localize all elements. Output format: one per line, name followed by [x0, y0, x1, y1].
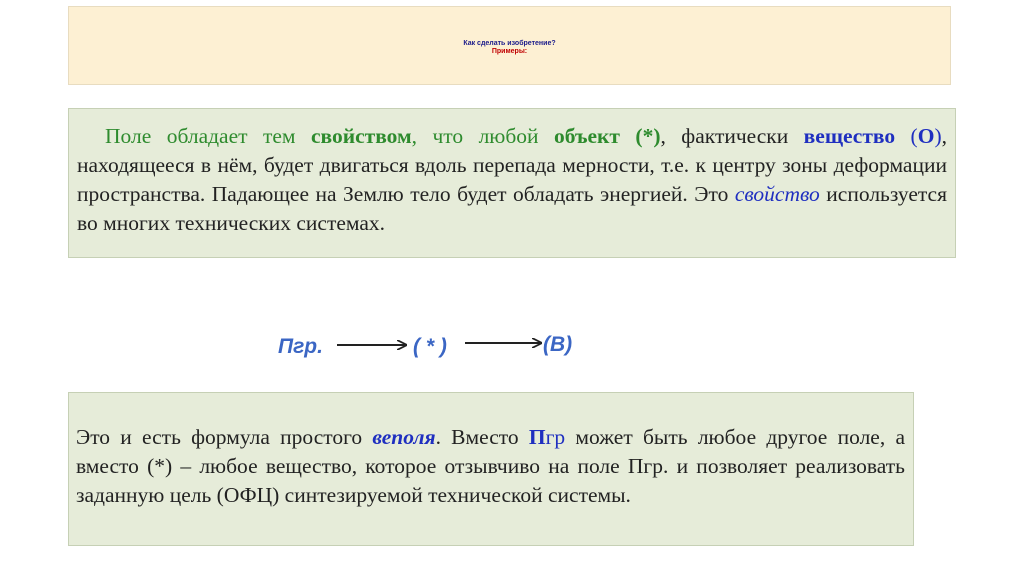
vepol-formula — [275, 322, 595, 368]
p1-text: используется во многих технических системах. — [77, 182, 947, 235]
p2-vepol: веполя — [372, 425, 436, 449]
p2-text: может быть любое другое поле, а вместо (*) – любое вещество, которое отзывчиво на поле Пгр. и позволяет реализовать заданную цель (ОФЦ) синтезируемой технической системы. — [76, 425, 905, 507]
p2-text: Это и есть формула простого — [76, 425, 373, 449]
p1-text: , фактически — [660, 124, 804, 148]
p2-text: . Вместо — [435, 425, 529, 449]
p1-paren-open: ( — [895, 124, 918, 148]
formula-field: Пгр. — [278, 335, 323, 358]
formula-object: ( * ) — [413, 335, 447, 358]
p1-text: , находящееся в нём, будет двигаться вдоль перепада мерности, т.е. к центру зоны деформации пространства. Падающее на Землю тело будет обладать энергией. Это — [77, 124, 947, 206]
p2-gr: гр — [545, 425, 566, 449]
p1-text: , что любой — [411, 124, 554, 148]
p1-property-italic: свойство — [734, 182, 820, 206]
title-line-1: Как сделать изобретение? — [463, 40, 556, 47]
p2-P: П — [528, 425, 546, 449]
formula-target: (В) — [543, 333, 573, 356]
p1-O: О — [917, 124, 935, 148]
p1-text: Поле обладает тем — [105, 124, 311, 148]
title-text — [69, 40, 950, 56]
title-banner — [68, 6, 951, 85]
p1-object: объект (*) — [554, 124, 661, 148]
paragraph-1-box — [68, 108, 956, 258]
p1-property: свойством — [310, 124, 412, 148]
p1-paren-close: ) — [934, 124, 942, 148]
p1-substance: вещество — [803, 124, 896, 148]
paragraph-2-box — [68, 392, 914, 546]
title-line-2: Примеры: — [491, 48, 528, 55]
